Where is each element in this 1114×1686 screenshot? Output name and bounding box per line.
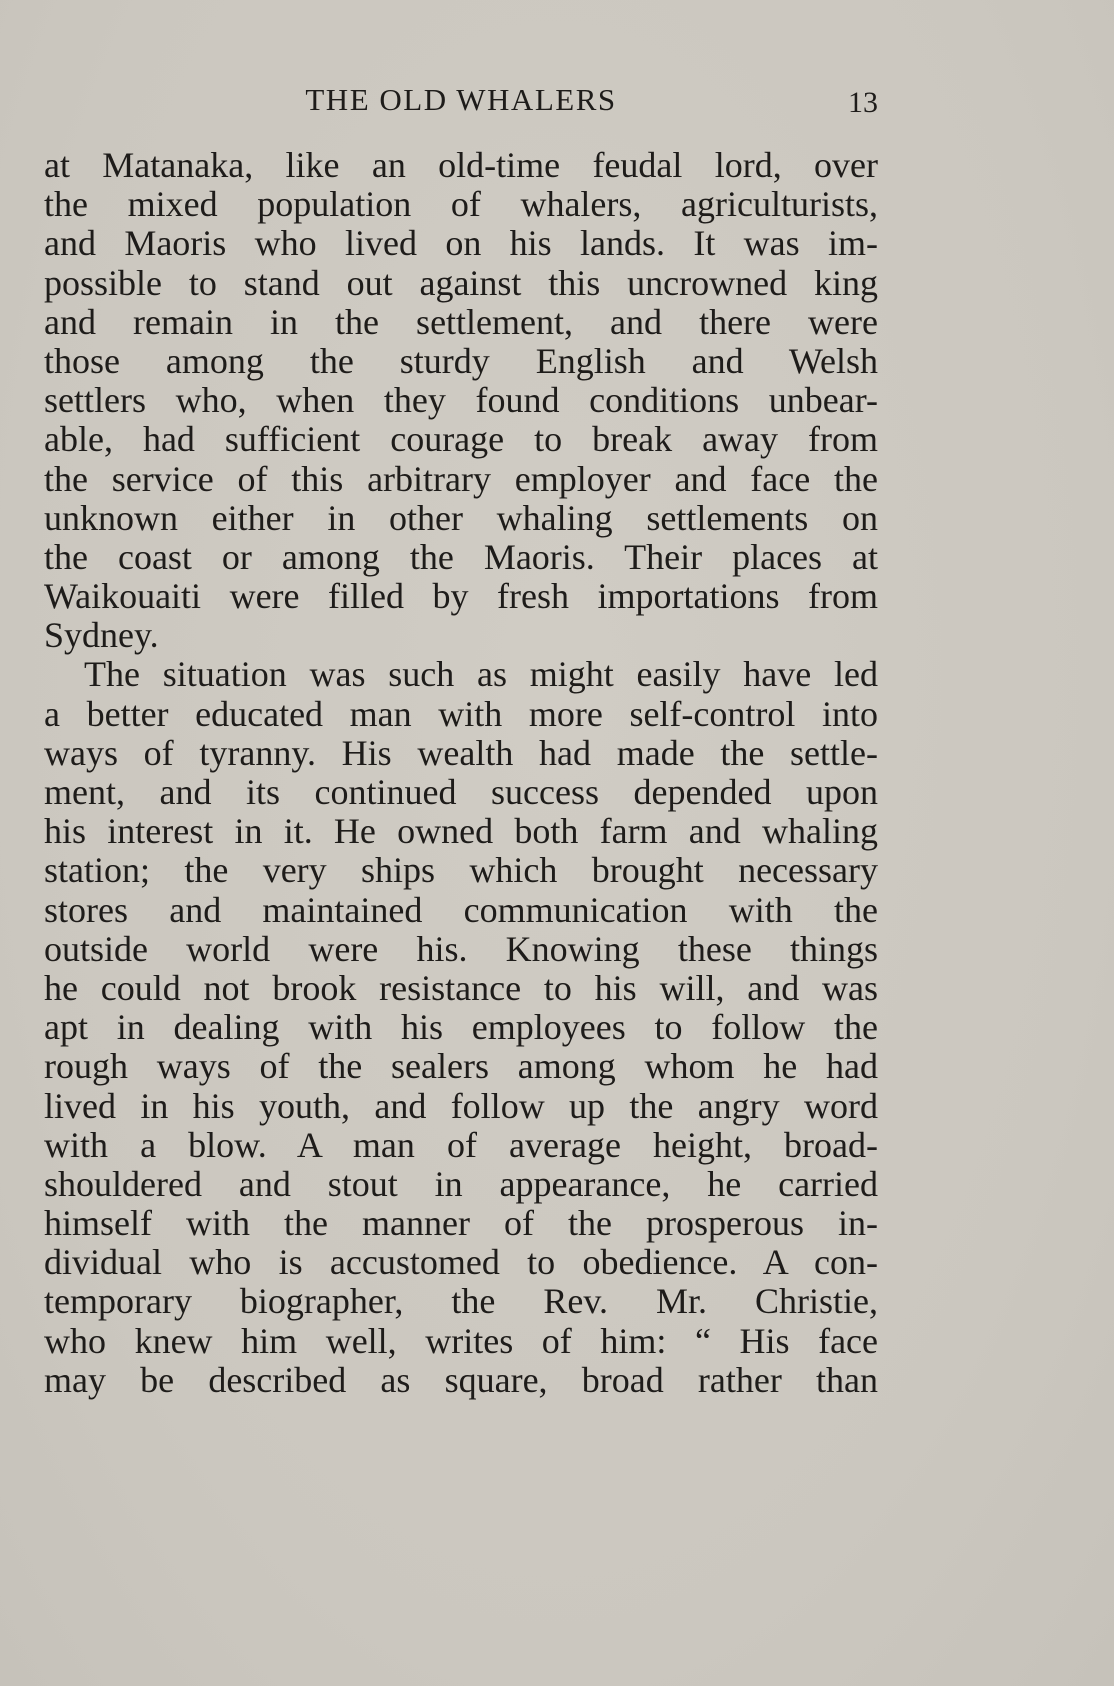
text-line: apt in dealing with his employees to follow the xyxy=(44,1008,878,1048)
text-line: himself with the manner of the prosperous in- xyxy=(44,1204,878,1244)
page-header xyxy=(44,82,878,122)
text-line: stores and maintained communication with the xyxy=(44,890,878,930)
text-line: able, had sufficient courage to break away from xyxy=(44,420,878,460)
text-line: possible to stand out against this uncrowned king xyxy=(44,263,878,303)
text-line: ways of tyranny. His wealth had made the settle- xyxy=(44,733,878,773)
page-number: 13 xyxy=(848,86,878,119)
text-line: rough ways of the sealers among whom he had xyxy=(44,1047,878,1087)
text-line: he could not brook resistance to his will, and was xyxy=(44,968,878,1008)
paragraph-2 xyxy=(44,655,878,1400)
text-line: unknown either in other whaling settlements on xyxy=(44,498,878,538)
text-line: the mixed population of whalers, agriculturists, xyxy=(44,185,878,225)
text-line: shouldered and stout in appearance, he carried xyxy=(44,1164,878,1204)
text-line: the service of this arbitrary employer and face the xyxy=(44,459,878,499)
text-line: and remain in the settlement, and there were xyxy=(44,302,878,342)
text-line: Sydney. xyxy=(44,616,159,656)
text-line: may be described as square, broad rather than xyxy=(44,1360,878,1400)
text-line: Waikouaiti were filled by fresh importations from xyxy=(44,577,878,617)
text-line: the coast or among the Maoris. Their places at xyxy=(44,537,878,577)
text-line: The situation was such as might easily have led xyxy=(84,655,878,695)
text-line: who knew him well, writes of him: “ His face xyxy=(44,1321,878,1361)
body-text xyxy=(44,146,878,1400)
text-line: a better educated man with more self-control into xyxy=(44,694,878,734)
text-line: ment, and its continued success depended upon xyxy=(44,773,878,812)
text-line: lived in his youth, and follow up the angry word xyxy=(44,1086,878,1126)
text-line: at Matanaka, like an old-time feudal lord, over xyxy=(44,146,878,185)
running-head: THE OLD WHALERS xyxy=(305,82,617,117)
text-line: and Maoris who lived on his lands. It was im- xyxy=(44,224,878,264)
text-line: temporary biographer, the Rev. Mr. Christie, xyxy=(44,1282,878,1322)
text-line: those among the sturdy English and Welsh xyxy=(44,341,878,381)
paragraph-1 xyxy=(44,146,878,655)
text-line: outside world were his. Knowing these things xyxy=(44,929,878,969)
text-line: his interest in it. He owned both farm and whaling xyxy=(44,812,878,852)
text-line: dividual who is accustomed to obedience. A con- xyxy=(44,1243,878,1283)
text-line: station; the very ships which brought necessary xyxy=(44,851,878,891)
text-line: with a blow. A man of average height, broad- xyxy=(44,1125,878,1165)
text-line: settlers who, when they found conditions unbear- xyxy=(44,381,878,421)
